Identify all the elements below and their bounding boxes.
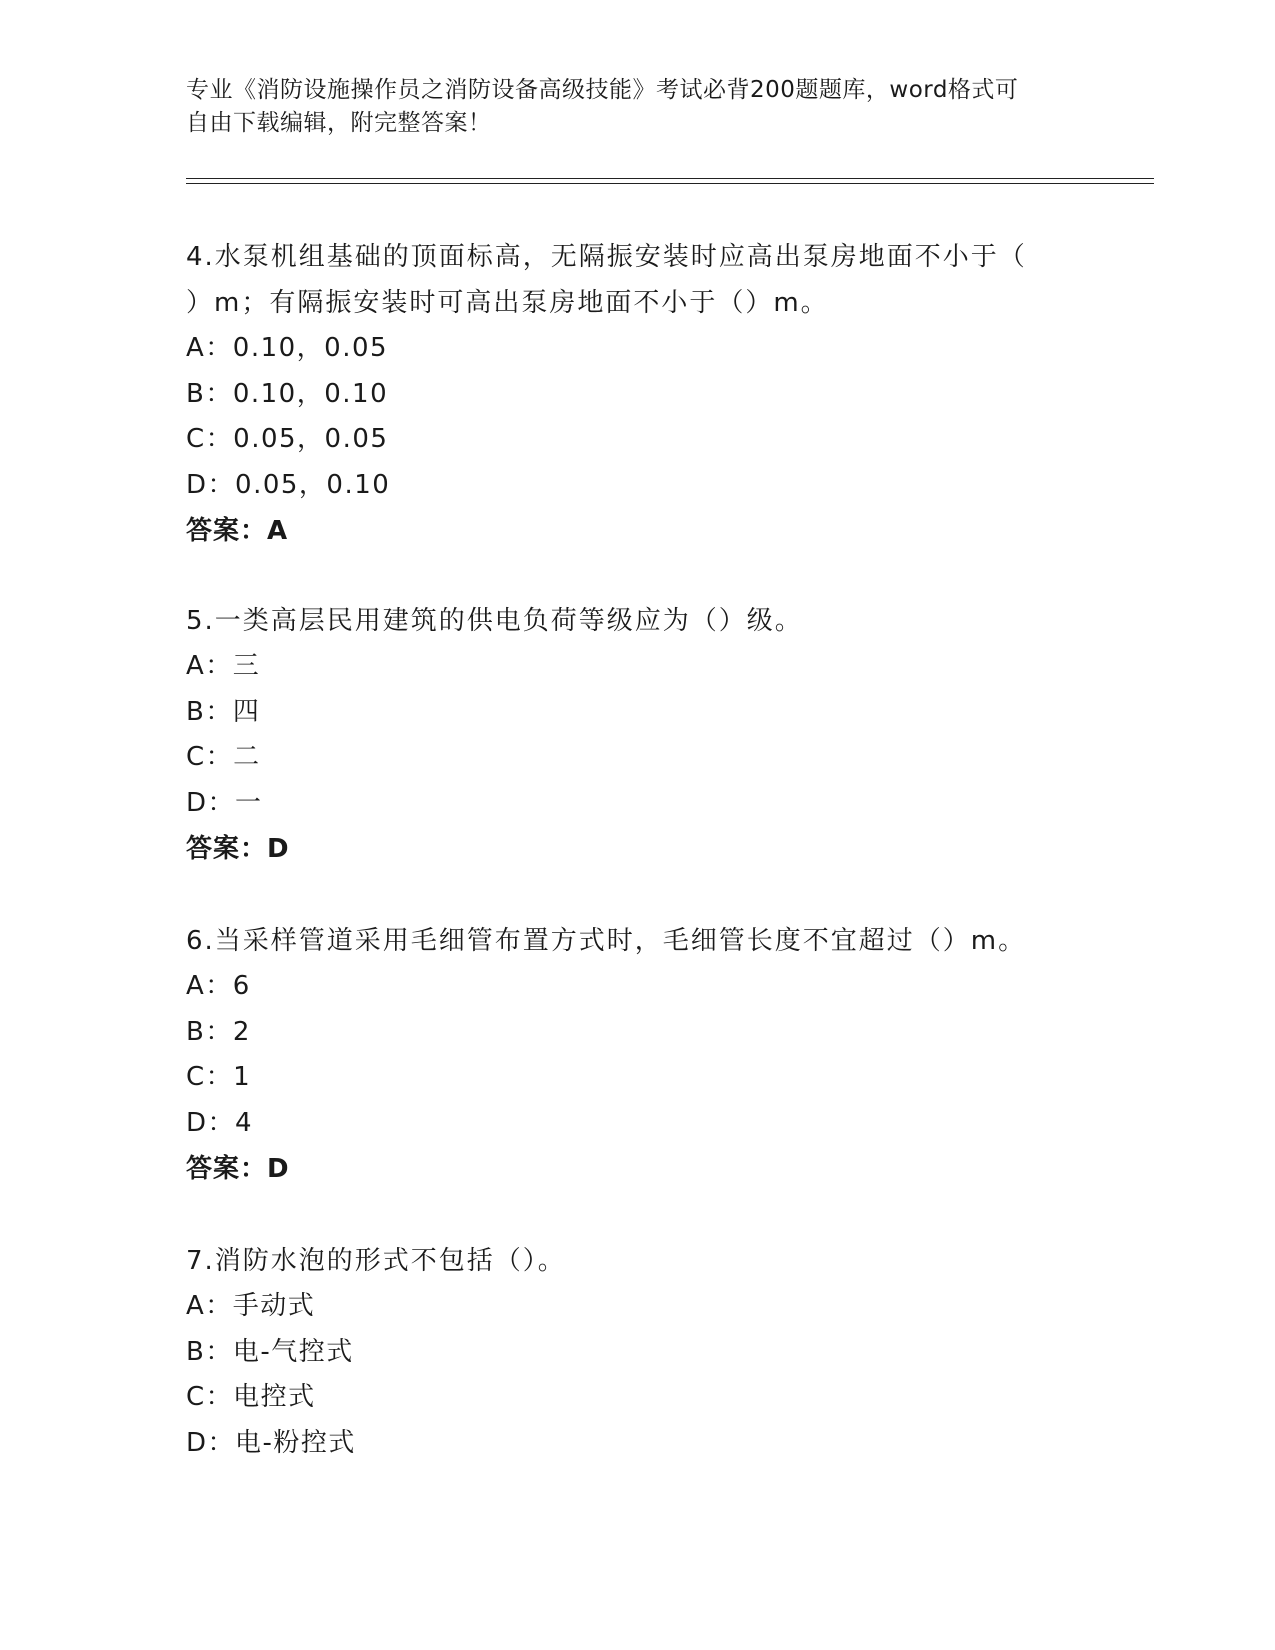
option-d: D：电-粉控式 (186, 1427, 356, 1458)
question-stem: 4.水泵机组基础的顶面标高，无隔振安装时应高出泵房地面不小于（ (186, 242, 1027, 272)
header-divider-top (186, 178, 1154, 179)
option-a: A：手动式 (186, 1291, 316, 1321)
header-line-1: 专业《消防设施操作员之消防设备高级技能》考试必背200题题库，word格式可 (186, 77, 1019, 103)
option-d: D：4 (186, 1107, 254, 1138)
document-header (186, 74, 1066, 140)
question-5 (186, 598, 1066, 872)
question-stem: 5.一类高层民用建筑的供电负荷等级应为（）级。 (186, 606, 803, 636)
question-6 (186, 918, 1066, 1192)
header-divider-bottom (186, 183, 1154, 184)
question-4 (186, 234, 1066, 554)
option-a: A：三 (186, 651, 261, 681)
option-b: B：电-气控式 (186, 1336, 354, 1367)
option-b: B：四 (186, 696, 261, 727)
option-d: D：0.05，0.10 (186, 469, 391, 500)
answer-label: 答案：A (186, 516, 289, 546)
answer-label: 答案：D (186, 834, 290, 864)
header-line-2: 自由下载编辑，附完整答案！ (186, 110, 492, 136)
question-stem: 7.消防水泡的形式不包括（）。 (186, 1246, 566, 1276)
option-b: B：2 (186, 1016, 251, 1047)
option-a: A：6 (186, 971, 251, 1001)
question-stem: 6.当采样管道采用毛细管布置方式时，毛细管长度不宜超过（）m。 (186, 926, 1027, 956)
option-a: A：0.10，0.05 (186, 333, 389, 363)
option-c: C：电控式 (186, 1382, 316, 1412)
question-stem-continued: ）m；有隔振安装时可高出泵房地面不小于（）m。 (186, 288, 829, 318)
question-7 (186, 1238, 1066, 1466)
option-d: D：一 (186, 787, 263, 818)
option-c: C：0.05，0.05 (186, 424, 389, 454)
option-c: C：1 (186, 1062, 252, 1092)
option-b: B：0.10，0.10 (186, 378, 389, 409)
answer-label: 答案：D (186, 1154, 290, 1184)
option-c: C：二 (186, 742, 261, 772)
